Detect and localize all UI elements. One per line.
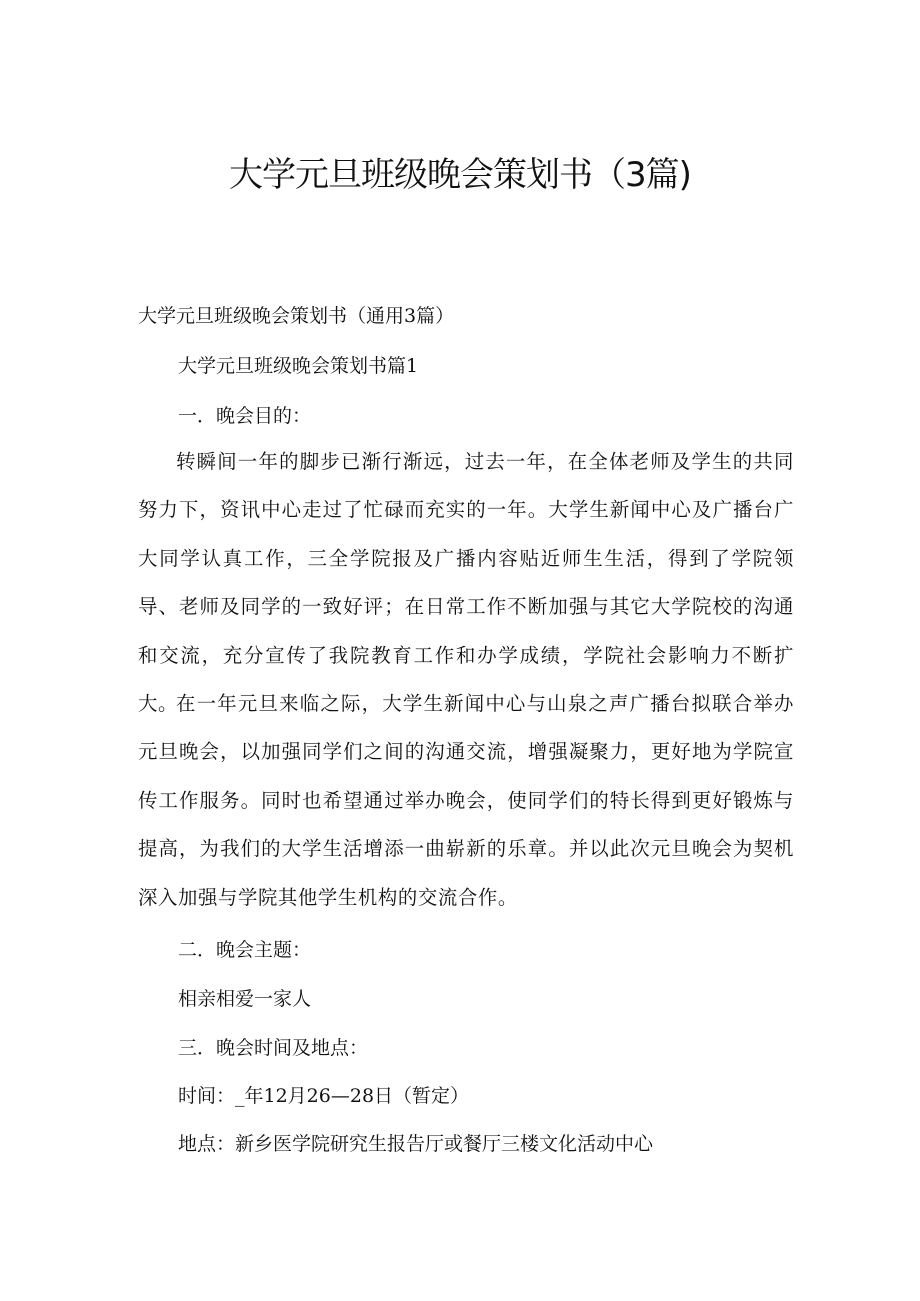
theme-text: 相亲相爱一家人 — [178, 988, 312, 1010]
document-subtitle: 大学元旦班级晚会策划书（通用3篇） — [138, 305, 455, 327]
paragraph-purpose-2: 在一年元旦来临之际，大学生新闻中心与山泉之声广播台拟联合举办元旦晚会，以加强同学们之间的沟通交流，增强凝聚力，更好地为学院宣传工作服务。同时也希望通过举办晚会，使同学们的特长得到更好锻炼与提高，为我们的大学生活增添一曲崭新的乐章。并以此次元旦晚会为契机深入加强与学院其他学生机构的交流合作。 — [138, 692, 794, 909]
heading-time-place: 三．晚会时间及地点： — [178, 1037, 369, 1059]
paragraph-purpose-1: 转瞬间一年的脚步已渐行渐远，过去一年，在全体老师及学生的共同努力下，资讯中心走过了忙碌而充实的一年。大学生新闻中心及广播台广大同学认真工作，三全学院报及广播内容贴近师生生活，得到了学院领导、老师及同学的一致好评；在日常工作不断加强与其它大学院校的沟通和交流，充分宣传了我院教育工作和办学成绩，学院社会影响力不断扩大。 — [138, 450, 794, 716]
time-line: 时间：_年12月26—28日（暂定） — [178, 1085, 470, 1107]
heading-purpose: 一．晚会目的： — [178, 405, 312, 427]
document-title: 大学元旦班级晚会策划书（3篇) — [229, 155, 691, 195]
heading-theme: 二．晚会主题： — [178, 939, 312, 961]
place-line: 地点：新乡医学院研究生报告厅或餐厅三楼文化活动中心 — [178, 1133, 654, 1155]
section-heading: 大学元旦班级晚会策划书篇1 — [178, 355, 419, 377]
